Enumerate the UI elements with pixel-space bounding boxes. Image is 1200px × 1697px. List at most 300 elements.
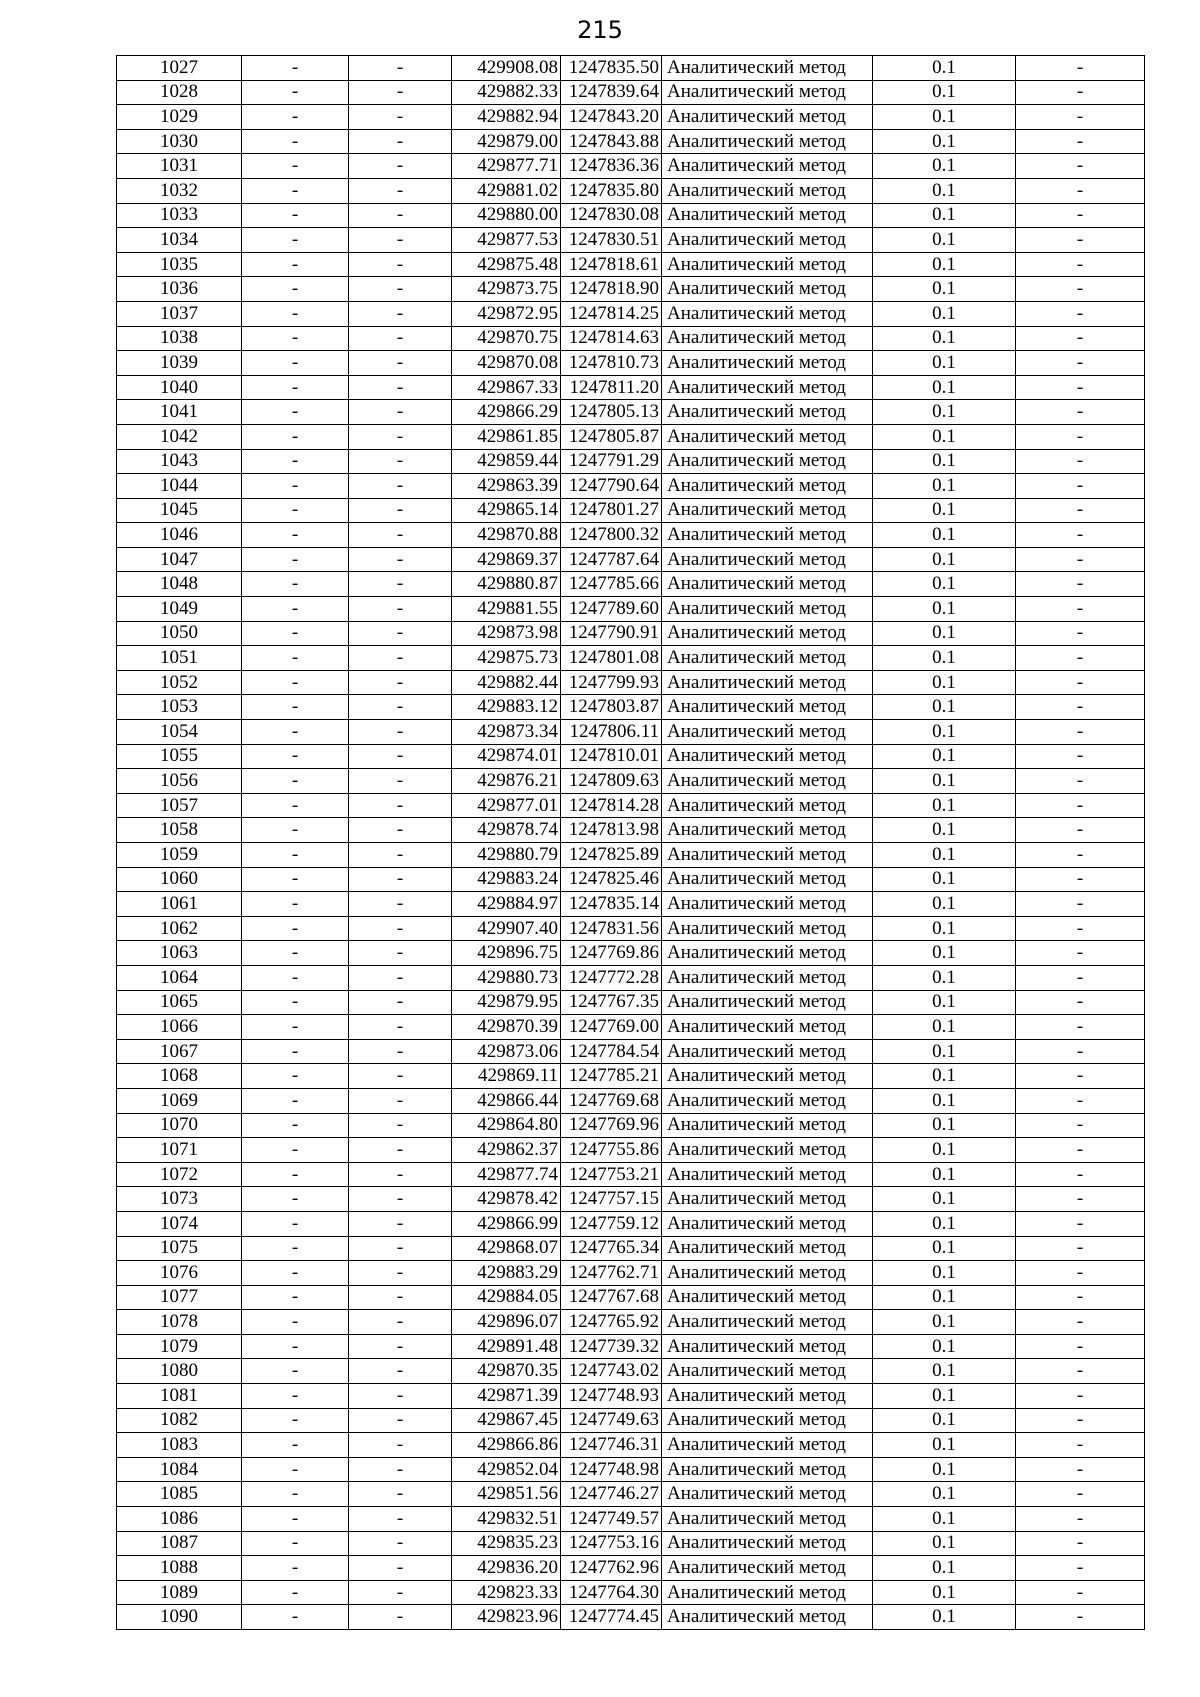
point-number-cell: 1062 bbox=[117, 916, 242, 941]
table-row bbox=[117, 1064, 1145, 1089]
point-number-cell: 1090 bbox=[117, 1605, 242, 1630]
accuracy-cell: 0.1 bbox=[873, 474, 1016, 499]
method-cell: Аналитический метод bbox=[662, 1138, 873, 1163]
table-row bbox=[117, 1113, 1145, 1138]
description-cell: - bbox=[1016, 523, 1145, 548]
method-cell: Аналитический метод bbox=[662, 990, 873, 1015]
table-row bbox=[117, 1482, 1145, 1507]
x-coordinate-cell: 429881.02 bbox=[452, 178, 561, 203]
table-row bbox=[117, 56, 1145, 81]
table-row bbox=[117, 1236, 1145, 1261]
table-row bbox=[117, 1039, 1145, 1064]
point-number-cell: 1059 bbox=[117, 843, 242, 868]
table-row bbox=[117, 1211, 1145, 1236]
point-number-cell: 1054 bbox=[117, 720, 242, 745]
description-cell: - bbox=[1016, 867, 1145, 892]
accuracy-cell: 0.1 bbox=[873, 990, 1016, 1015]
accuracy-cell: 0.1 bbox=[873, 892, 1016, 917]
empty-y-cell: - bbox=[349, 1162, 452, 1187]
point-number-cell: 1049 bbox=[117, 597, 242, 622]
empty-x-cell: - bbox=[242, 1310, 349, 1335]
method-cell: Аналитический метод bbox=[662, 1162, 873, 1187]
description-cell: - bbox=[1016, 1064, 1145, 1089]
table-row bbox=[117, 1507, 1145, 1532]
method-cell: Аналитический метод bbox=[662, 1064, 873, 1089]
method-cell: Аналитический метод bbox=[662, 523, 873, 548]
accuracy-cell: 0.1 bbox=[873, 523, 1016, 548]
y-coordinate-cell: 1247746.27 bbox=[561, 1482, 662, 1507]
accuracy-cell: 0.1 bbox=[873, 326, 1016, 351]
empty-y-cell: - bbox=[349, 1039, 452, 1064]
table-row bbox=[117, 1556, 1145, 1581]
table-row bbox=[117, 301, 1145, 326]
empty-y-cell: - bbox=[349, 547, 452, 572]
point-number-cell: 1088 bbox=[117, 1556, 242, 1581]
method-cell: Аналитический метод bbox=[662, 646, 873, 671]
method-cell: Аналитический метод bbox=[662, 695, 873, 720]
x-coordinate-cell: 429883.24 bbox=[452, 867, 561, 892]
empty-x-cell: - bbox=[242, 695, 349, 720]
accuracy-cell: 0.1 bbox=[873, 277, 1016, 302]
y-coordinate-cell: 1247830.08 bbox=[561, 203, 662, 228]
table-row bbox=[117, 646, 1145, 671]
empty-y-cell: - bbox=[349, 1482, 452, 1507]
y-coordinate-cell: 1247801.08 bbox=[561, 646, 662, 671]
point-number-cell: 1047 bbox=[117, 547, 242, 572]
table-row bbox=[117, 252, 1145, 277]
x-coordinate-cell: 429866.44 bbox=[452, 1088, 561, 1113]
empty-x-cell: - bbox=[242, 326, 349, 351]
empty-x-cell: - bbox=[242, 572, 349, 597]
empty-y-cell: - bbox=[349, 523, 452, 548]
y-coordinate-cell: 1247806.11 bbox=[561, 720, 662, 745]
y-coordinate-cell: 1247789.60 bbox=[561, 597, 662, 622]
empty-y-cell: - bbox=[349, 646, 452, 671]
empty-y-cell: - bbox=[349, 277, 452, 302]
method-cell: Аналитический метод bbox=[662, 1408, 873, 1433]
method-cell: Аналитический метод bbox=[662, 228, 873, 253]
empty-y-cell: - bbox=[349, 326, 452, 351]
y-coordinate-cell: 1247749.63 bbox=[561, 1408, 662, 1433]
empty-y-cell: - bbox=[349, 1605, 452, 1630]
empty-x-cell: - bbox=[242, 1556, 349, 1581]
point-number-cell: 1066 bbox=[117, 1015, 242, 1040]
table-row bbox=[117, 1433, 1145, 1458]
x-coordinate-cell: 429851.56 bbox=[452, 1482, 561, 1507]
y-coordinate-cell: 1247800.32 bbox=[561, 523, 662, 548]
x-coordinate-cell: 429879.95 bbox=[452, 990, 561, 1015]
method-cell: Аналитический метод bbox=[662, 1211, 873, 1236]
description-cell: - bbox=[1016, 1507, 1145, 1532]
y-coordinate-cell: 1247790.64 bbox=[561, 474, 662, 499]
method-cell: Аналитический метод bbox=[662, 1507, 873, 1532]
x-coordinate-cell: 429877.74 bbox=[452, 1162, 561, 1187]
accuracy-cell: 0.1 bbox=[873, 965, 1016, 990]
method-cell: Аналитический метод bbox=[662, 744, 873, 769]
x-coordinate-cell: 429896.75 bbox=[452, 941, 561, 966]
accuracy-cell: 0.1 bbox=[873, 1064, 1016, 1089]
accuracy-cell: 0.1 bbox=[873, 56, 1016, 81]
accuracy-cell: 0.1 bbox=[873, 572, 1016, 597]
accuracy-cell: 0.1 bbox=[873, 793, 1016, 818]
method-cell: Аналитический метод bbox=[662, 1113, 873, 1138]
empty-x-cell: - bbox=[242, 1433, 349, 1458]
method-cell: Аналитический метод bbox=[662, 892, 873, 917]
y-coordinate-cell: 1247762.96 bbox=[561, 1556, 662, 1581]
point-number-cell: 1033 bbox=[117, 203, 242, 228]
table-row bbox=[117, 424, 1145, 449]
y-coordinate-cell: 1247753.21 bbox=[561, 1162, 662, 1187]
empty-y-cell: - bbox=[349, 1457, 452, 1482]
empty-y-cell: - bbox=[349, 301, 452, 326]
y-coordinate-cell: 1247784.54 bbox=[561, 1039, 662, 1064]
method-cell: Аналитический метод bbox=[662, 129, 873, 154]
x-coordinate-cell: 429891.48 bbox=[452, 1334, 561, 1359]
y-coordinate-cell: 1247836.36 bbox=[561, 154, 662, 179]
accuracy-cell: 0.1 bbox=[873, 1015, 1016, 1040]
empty-x-cell: - bbox=[242, 744, 349, 769]
empty-x-cell: - bbox=[242, 1285, 349, 1310]
y-coordinate-cell: 1247810.01 bbox=[561, 744, 662, 769]
x-coordinate-cell: 429866.99 bbox=[452, 1211, 561, 1236]
empty-y-cell: - bbox=[349, 424, 452, 449]
description-cell: - bbox=[1016, 154, 1145, 179]
empty-y-cell: - bbox=[349, 916, 452, 941]
point-number-cell: 1045 bbox=[117, 498, 242, 523]
method-cell: Аналитический метод bbox=[662, 1039, 873, 1064]
description-cell: - bbox=[1016, 1138, 1145, 1163]
x-coordinate-cell: 429877.53 bbox=[452, 228, 561, 253]
description-cell: - bbox=[1016, 1310, 1145, 1335]
empty-y-cell: - bbox=[349, 1285, 452, 1310]
x-coordinate-cell: 429873.34 bbox=[452, 720, 561, 745]
x-coordinate-cell: 429866.86 bbox=[452, 1433, 561, 1458]
description-cell: - bbox=[1016, 720, 1145, 745]
point-number-cell: 1050 bbox=[117, 621, 242, 646]
x-coordinate-cell: 429908.08 bbox=[452, 56, 561, 81]
empty-y-cell: - bbox=[349, 1088, 452, 1113]
point-number-cell: 1081 bbox=[117, 1384, 242, 1409]
method-cell: Аналитический метод bbox=[662, 1482, 873, 1507]
table-row bbox=[117, 1408, 1145, 1433]
point-number-cell: 1075 bbox=[117, 1236, 242, 1261]
empty-y-cell: - bbox=[349, 56, 452, 81]
point-number-cell: 1086 bbox=[117, 1507, 242, 1532]
y-coordinate-cell: 1247790.91 bbox=[561, 621, 662, 646]
method-cell: Аналитический метод bbox=[662, 203, 873, 228]
empty-x-cell: - bbox=[242, 1359, 349, 1384]
accuracy-cell: 0.1 bbox=[873, 1384, 1016, 1409]
point-number-cell: 1079 bbox=[117, 1334, 242, 1359]
accuracy-cell: 0.1 bbox=[873, 916, 1016, 941]
empty-x-cell: - bbox=[242, 1064, 349, 1089]
y-coordinate-cell: 1247835.80 bbox=[561, 178, 662, 203]
accuracy-cell: 0.1 bbox=[873, 1408, 1016, 1433]
table-body bbox=[117, 56, 1145, 1630]
accuracy-cell: 0.1 bbox=[873, 597, 1016, 622]
y-coordinate-cell: 1247843.20 bbox=[561, 105, 662, 130]
accuracy-cell: 0.1 bbox=[873, 1211, 1016, 1236]
empty-x-cell: - bbox=[242, 670, 349, 695]
x-coordinate-cell: 429879.00 bbox=[452, 129, 561, 154]
x-coordinate-cell: 429852.04 bbox=[452, 1457, 561, 1482]
table-row bbox=[117, 1015, 1145, 1040]
y-coordinate-cell: 1247814.25 bbox=[561, 301, 662, 326]
empty-x-cell: - bbox=[242, 793, 349, 818]
description-cell: - bbox=[1016, 572, 1145, 597]
point-number-cell: 1069 bbox=[117, 1088, 242, 1113]
empty-x-cell: - bbox=[242, 941, 349, 966]
point-number-cell: 1084 bbox=[117, 1457, 242, 1482]
point-number-cell: 1028 bbox=[117, 80, 242, 105]
table-row bbox=[117, 1187, 1145, 1212]
empty-x-cell: - bbox=[242, 965, 349, 990]
y-coordinate-cell: 1247755.86 bbox=[561, 1138, 662, 1163]
point-number-cell: 1073 bbox=[117, 1187, 242, 1212]
y-coordinate-cell: 1247759.12 bbox=[561, 1211, 662, 1236]
x-coordinate-cell: 429884.97 bbox=[452, 892, 561, 917]
accuracy-cell: 0.1 bbox=[873, 1556, 1016, 1581]
description-cell: - bbox=[1016, 326, 1145, 351]
y-coordinate-cell: 1247805.13 bbox=[561, 400, 662, 425]
table-row bbox=[117, 916, 1145, 941]
point-number-cell: 1053 bbox=[117, 695, 242, 720]
description-cell: - bbox=[1016, 1236, 1145, 1261]
x-coordinate-cell: 429878.74 bbox=[452, 818, 561, 843]
method-cell: Аналитический метод bbox=[662, 1457, 873, 1482]
table-row bbox=[117, 1605, 1145, 1630]
x-coordinate-cell: 429865.14 bbox=[452, 498, 561, 523]
y-coordinate-cell: 1247814.28 bbox=[561, 793, 662, 818]
method-cell: Аналитический метод bbox=[662, 400, 873, 425]
table-row bbox=[117, 867, 1145, 892]
x-coordinate-cell: 429864.80 bbox=[452, 1113, 561, 1138]
description-cell: - bbox=[1016, 474, 1145, 499]
y-coordinate-cell: 1247757.15 bbox=[561, 1187, 662, 1212]
method-cell: Аналитический метод bbox=[662, 498, 873, 523]
x-coordinate-cell: 429861.85 bbox=[452, 424, 561, 449]
empty-x-cell: - bbox=[242, 621, 349, 646]
empty-y-cell: - bbox=[349, 670, 452, 695]
method-cell: Аналитический метод bbox=[662, 424, 873, 449]
table-row bbox=[117, 474, 1145, 499]
y-coordinate-cell: 1247801.27 bbox=[561, 498, 662, 523]
empty-y-cell: - bbox=[349, 892, 452, 917]
point-number-cell: 1056 bbox=[117, 769, 242, 794]
empty-x-cell: - bbox=[242, 1605, 349, 1630]
method-cell: Аналитический метод bbox=[662, 720, 873, 745]
point-number-cell: 1031 bbox=[117, 154, 242, 179]
description-cell: - bbox=[1016, 424, 1145, 449]
point-number-cell: 1029 bbox=[117, 105, 242, 130]
method-cell: Аналитический метод bbox=[662, 1334, 873, 1359]
x-coordinate-cell: 429877.01 bbox=[452, 793, 561, 818]
empty-y-cell: - bbox=[349, 941, 452, 966]
accuracy-cell: 0.1 bbox=[873, 1187, 1016, 1212]
empty-y-cell: - bbox=[349, 843, 452, 868]
point-number-cell: 1037 bbox=[117, 301, 242, 326]
table-row bbox=[117, 793, 1145, 818]
empty-x-cell: - bbox=[242, 1580, 349, 1605]
accuracy-cell: 0.1 bbox=[873, 695, 1016, 720]
method-cell: Аналитический метод bbox=[662, 1433, 873, 1458]
empty-y-cell: - bbox=[349, 1211, 452, 1236]
y-coordinate-cell: 1247831.56 bbox=[561, 916, 662, 941]
table-row bbox=[117, 843, 1145, 868]
table-row bbox=[117, 695, 1145, 720]
accuracy-cell: 0.1 bbox=[873, 843, 1016, 868]
point-number-cell: 1068 bbox=[117, 1064, 242, 1089]
method-cell: Аналитический метод bbox=[662, 572, 873, 597]
table-row bbox=[117, 818, 1145, 843]
y-coordinate-cell: 1247825.89 bbox=[561, 843, 662, 868]
description-cell: - bbox=[1016, 1457, 1145, 1482]
description-cell: - bbox=[1016, 1433, 1145, 1458]
x-coordinate-cell: 429863.39 bbox=[452, 474, 561, 499]
x-coordinate-cell: 429873.06 bbox=[452, 1039, 561, 1064]
y-coordinate-cell: 1247818.61 bbox=[561, 252, 662, 277]
page-number: 215 bbox=[577, 16, 623, 44]
empty-y-cell: - bbox=[349, 400, 452, 425]
table-row bbox=[117, 1088, 1145, 1113]
empty-x-cell: - bbox=[242, 646, 349, 671]
y-coordinate-cell: 1247769.86 bbox=[561, 941, 662, 966]
table-row bbox=[117, 154, 1145, 179]
point-number-cell: 1055 bbox=[117, 744, 242, 769]
y-coordinate-cell: 1247814.63 bbox=[561, 326, 662, 351]
method-cell: Аналитический метод bbox=[662, 793, 873, 818]
accuracy-cell: 0.1 bbox=[873, 228, 1016, 253]
x-coordinate-cell: 429882.94 bbox=[452, 105, 561, 130]
description-cell: - bbox=[1016, 1113, 1145, 1138]
description-cell: - bbox=[1016, 375, 1145, 400]
x-coordinate-cell: 429823.96 bbox=[452, 1605, 561, 1630]
table-row bbox=[117, 1384, 1145, 1409]
accuracy-cell: 0.1 bbox=[873, 769, 1016, 794]
x-coordinate-cell: 429883.29 bbox=[452, 1261, 561, 1286]
method-cell: Аналитический метод bbox=[662, 1384, 873, 1409]
description-cell: - bbox=[1016, 1285, 1145, 1310]
y-coordinate-cell: 1247774.45 bbox=[561, 1605, 662, 1630]
table-row bbox=[117, 990, 1145, 1015]
method-cell: Аналитический метод bbox=[662, 56, 873, 81]
point-number-cell: 1077 bbox=[117, 1285, 242, 1310]
description-cell: - bbox=[1016, 965, 1145, 990]
description-cell: - bbox=[1016, 1531, 1145, 1556]
y-coordinate-cell: 1247764.30 bbox=[561, 1580, 662, 1605]
empty-x-cell: - bbox=[242, 1015, 349, 1040]
accuracy-cell: 0.1 bbox=[873, 1531, 1016, 1556]
accuracy-cell: 0.1 bbox=[873, 867, 1016, 892]
empty-x-cell: - bbox=[242, 178, 349, 203]
y-coordinate-cell: 1247785.66 bbox=[561, 572, 662, 597]
method-cell: Аналитический метод bbox=[662, 1359, 873, 1384]
accuracy-cell: 0.1 bbox=[873, 1482, 1016, 1507]
point-number-cell: 1034 bbox=[117, 228, 242, 253]
table-row bbox=[117, 965, 1145, 990]
method-cell: Аналитический метод bbox=[662, 1261, 873, 1286]
x-coordinate-cell: 429873.75 bbox=[452, 277, 561, 302]
x-coordinate-cell: 429823.33 bbox=[452, 1580, 561, 1605]
empty-x-cell: - bbox=[242, 424, 349, 449]
empty-y-cell: - bbox=[349, 769, 452, 794]
empty-y-cell: - bbox=[349, 818, 452, 843]
accuracy-cell: 0.1 bbox=[873, 178, 1016, 203]
table-row bbox=[117, 1457, 1145, 1482]
empty-x-cell: - bbox=[242, 1162, 349, 1187]
y-coordinate-cell: 1247765.92 bbox=[561, 1310, 662, 1335]
table-row bbox=[117, 1285, 1145, 1310]
x-coordinate-cell: 429880.87 bbox=[452, 572, 561, 597]
accuracy-cell: 0.1 bbox=[873, 1088, 1016, 1113]
method-cell: Аналитический метод bbox=[662, 1580, 873, 1605]
method-cell: Аналитический метод bbox=[662, 1556, 873, 1581]
accuracy-cell: 0.1 bbox=[873, 1507, 1016, 1532]
empty-x-cell: - bbox=[242, 523, 349, 548]
method-cell: Аналитический метод bbox=[662, 1015, 873, 1040]
description-cell: - bbox=[1016, 1187, 1145, 1212]
x-coordinate-cell: 429883.12 bbox=[452, 695, 561, 720]
accuracy-cell: 0.1 bbox=[873, 105, 1016, 130]
x-coordinate-cell: 429870.39 bbox=[452, 1015, 561, 1040]
method-cell: Аналитический метод bbox=[662, 1088, 873, 1113]
empty-x-cell: - bbox=[242, 203, 349, 228]
empty-y-cell: - bbox=[349, 1408, 452, 1433]
y-coordinate-cell: 1247843.88 bbox=[561, 129, 662, 154]
x-coordinate-cell: 429870.35 bbox=[452, 1359, 561, 1384]
empty-x-cell: - bbox=[242, 252, 349, 277]
x-coordinate-cell: 429867.33 bbox=[452, 375, 561, 400]
empty-y-cell: - bbox=[349, 1384, 452, 1409]
description-cell: - bbox=[1016, 203, 1145, 228]
empty-y-cell: - bbox=[349, 695, 452, 720]
point-number-cell: 1083 bbox=[117, 1433, 242, 1458]
point-number-cell: 1085 bbox=[117, 1482, 242, 1507]
description-cell: - bbox=[1016, 1015, 1145, 1040]
accuracy-cell: 0.1 bbox=[873, 720, 1016, 745]
method-cell: Аналитический метод bbox=[662, 597, 873, 622]
empty-x-cell: - bbox=[242, 892, 349, 917]
method-cell: Аналитический метод bbox=[662, 80, 873, 105]
y-coordinate-cell: 1247753.16 bbox=[561, 1531, 662, 1556]
x-coordinate-cell: 429884.05 bbox=[452, 1285, 561, 1310]
empty-y-cell: - bbox=[349, 621, 452, 646]
y-coordinate-cell: 1247769.00 bbox=[561, 1015, 662, 1040]
accuracy-cell: 0.1 bbox=[873, 744, 1016, 769]
accuracy-cell: 0.1 bbox=[873, 941, 1016, 966]
accuracy-cell: 0.1 bbox=[873, 1113, 1016, 1138]
empty-y-cell: - bbox=[349, 498, 452, 523]
y-coordinate-cell: 1247835.50 bbox=[561, 56, 662, 81]
empty-y-cell: - bbox=[349, 1261, 452, 1286]
point-number-cell: 1087 bbox=[117, 1531, 242, 1556]
x-coordinate-cell: 429869.11 bbox=[452, 1064, 561, 1089]
y-coordinate-cell: 1247811.20 bbox=[561, 375, 662, 400]
empty-y-cell: - bbox=[349, 474, 452, 499]
accuracy-cell: 0.1 bbox=[873, 1310, 1016, 1335]
method-cell: Аналитический метод bbox=[662, 843, 873, 868]
table-row bbox=[117, 449, 1145, 474]
accuracy-cell: 0.1 bbox=[873, 1261, 1016, 1286]
x-coordinate-cell: 429869.37 bbox=[452, 547, 561, 572]
x-coordinate-cell: 429881.55 bbox=[452, 597, 561, 622]
point-number-cell: 1041 bbox=[117, 400, 242, 425]
empty-x-cell: - bbox=[242, 1236, 349, 1261]
y-coordinate-cell: 1247803.87 bbox=[561, 695, 662, 720]
point-number-cell: 1072 bbox=[117, 1162, 242, 1187]
point-number-cell: 1027 bbox=[117, 56, 242, 81]
method-cell: Аналитический метод bbox=[662, 1531, 873, 1556]
